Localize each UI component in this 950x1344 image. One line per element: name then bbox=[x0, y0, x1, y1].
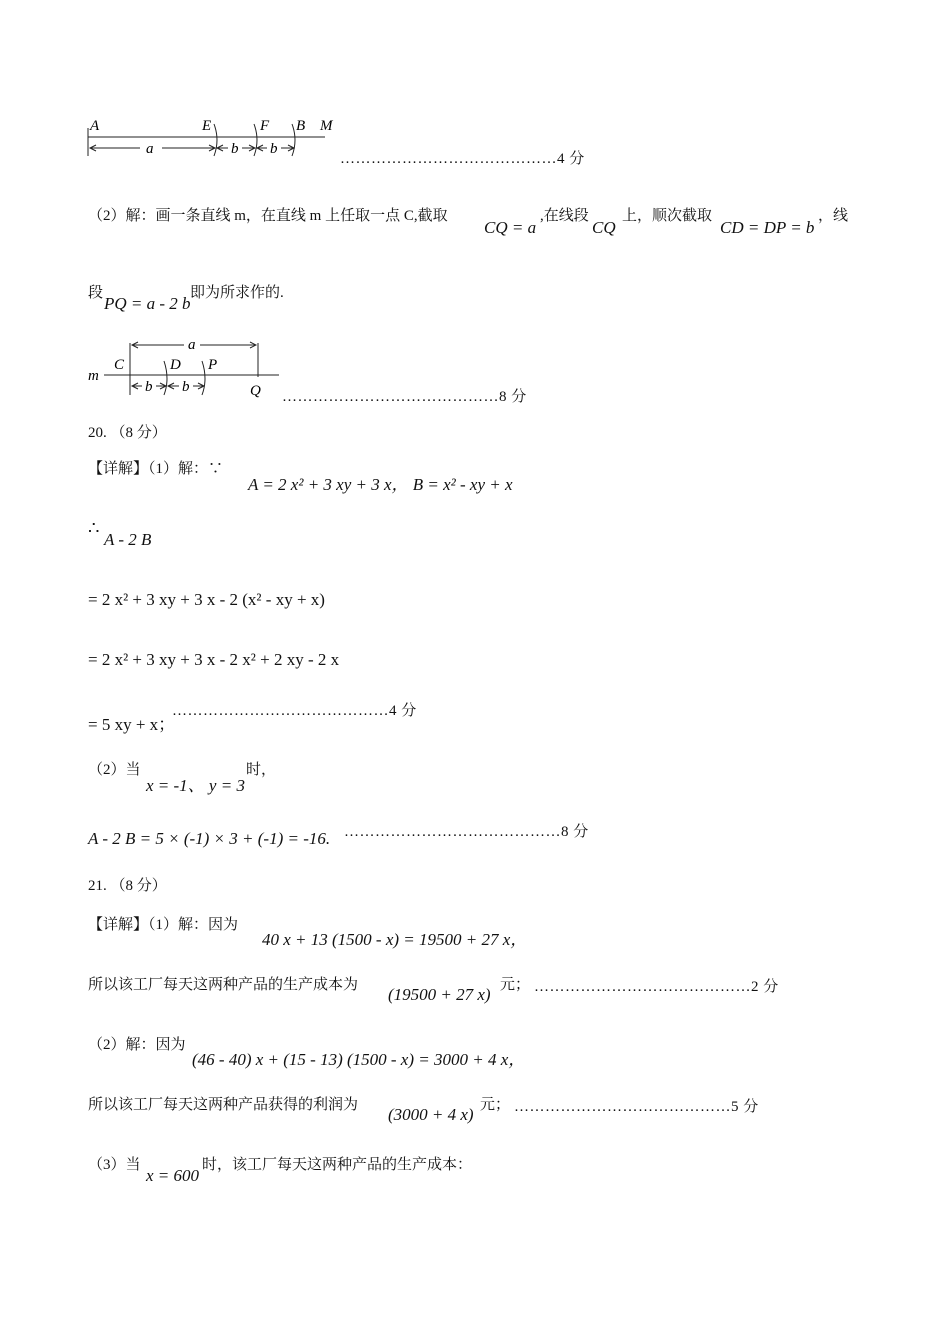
q20-therefore: ∴ bbox=[88, 518, 100, 538]
fig1-seg-b1: b bbox=[231, 141, 239, 157]
q20-step2: = 2 x² + 3 xy + 3 x - 2 x² + 2 xy - 2 x bbox=[88, 650, 340, 669]
fig1-label-F: F bbox=[260, 118, 270, 134]
q20-p2-result: A - 2 B = 5 × (-1) × 3 + (-1) = -16. bbox=[88, 829, 331, 848]
q20-p2-suffix: 时， bbox=[246, 762, 277, 778]
fig2-seg-b1: b bbox=[145, 379, 153, 395]
fig1-score: ……………………………………4 分 bbox=[340, 151, 585, 167]
p2-prefix: （2）解：画一条直线 m，在直线 m 上任取一点 C,截取 bbox=[88, 208, 448, 224]
fig1-label-A: A bbox=[90, 118, 100, 134]
fig2-score: ……………………………………8 分 bbox=[282, 389, 527, 405]
q20-step1: = 2 x² + 3 xy + 3 x - 2 (x² - xy + x) bbox=[88, 590, 325, 609]
q21-intro: 【详解】（1）解：因为 bbox=[88, 917, 239, 933]
fig1-label-M: M bbox=[320, 118, 333, 134]
q20-intro: 【详解】（1）解：∵ bbox=[88, 461, 224, 477]
fig1-seg-a: a bbox=[146, 141, 154, 157]
fig2-seg-a: a bbox=[188, 337, 196, 353]
q21-p2-prefix: （2）解：因为 bbox=[88, 1037, 186, 1053]
fig1-arc-f bbox=[254, 124, 257, 156]
fig1-label-E: E bbox=[202, 118, 212, 134]
fig2-label-C: C bbox=[114, 357, 125, 373]
segment-figure-1 bbox=[80, 112, 350, 162]
q21-score2: ……………………………………5 分 bbox=[514, 1099, 759, 1115]
fig2-label-Q: Q bbox=[250, 383, 261, 399]
q21-line2-suffix: 元； bbox=[500, 977, 531, 993]
segment-figure-2 bbox=[84, 333, 284, 403]
q21-line2-expr: (19500 + 27 x) bbox=[388, 985, 491, 1004]
q21-line4-suffix: 元； bbox=[480, 1097, 511, 1113]
q21-p3-prefix: （3）当 bbox=[88, 1157, 141, 1173]
p2-eq2: CQ bbox=[592, 218, 616, 237]
p2-line2-prefix: 段 bbox=[88, 285, 104, 301]
fig1-arc-b bbox=[292, 124, 295, 156]
q21-eq1: 40 x + 13 (1500 - x) = 19500 + 27 x， bbox=[262, 930, 528, 949]
q21-line4-expr: (3000 + 4 x) bbox=[388, 1105, 474, 1124]
q21-p3-cond: x = 600 bbox=[146, 1166, 200, 1185]
q21-line2-prefix: 所以该工厂每天这两种产品的生产成本为 bbox=[88, 977, 359, 993]
p2-mid1: ,在线段 bbox=[540, 208, 589, 224]
fig1-arc-e bbox=[214, 124, 217, 156]
q21-score1: ……………………………………2 分 bbox=[534, 979, 779, 995]
fig2-label-P: P bbox=[208, 357, 218, 373]
q21-line4-prefix: 所以该工厂每天这两种产品获得的利润为 bbox=[88, 1097, 359, 1113]
p2-suffix: ，线 bbox=[818, 208, 849, 224]
fig2-arc-p bbox=[202, 361, 205, 395]
fig2-label-D: D bbox=[170, 357, 181, 373]
q20-given: A = 2 x² + 3 xy + 3 x， B = x² - xy + x bbox=[248, 475, 513, 494]
q20-expr: A - 2 B bbox=[104, 530, 152, 549]
q21-p2-eq: (46 - 40) x + (15 - 13) (1500 - x) = 3000 + 4 x， bbox=[192, 1050, 526, 1069]
p2-line2-suffix: 即为所求作的. bbox=[190, 285, 284, 301]
fig1-seg-b2: b bbox=[270, 141, 278, 157]
q20-step3: = 5 xy + x； bbox=[88, 715, 176, 734]
q20-score1: ……………………………………4 分 bbox=[172, 703, 417, 719]
fig2-seg-b2: b bbox=[182, 379, 190, 395]
p2-eq1: CQ = a bbox=[484, 218, 537, 237]
p2-eq4: PQ = a - 2 b bbox=[104, 294, 191, 313]
fig2-label-m: m bbox=[88, 368, 99, 384]
p2-mid2: 上，顺次截取 bbox=[622, 208, 713, 224]
q21-p3-suffix: 时，该工厂每天这两种产品的生产成本： bbox=[202, 1157, 473, 1173]
p2-eq3: CD = DP = b bbox=[720, 218, 815, 237]
q20-heading: 20. （8 分） bbox=[88, 425, 167, 441]
fig2-arc-d bbox=[164, 361, 167, 395]
q20-score2: ……………………………………8 分 bbox=[344, 824, 589, 840]
q21-heading: 21. （8 分） bbox=[88, 878, 167, 894]
q20-p2-cond: x = -1、 y = 3 bbox=[146, 776, 245, 795]
fig1-label-B: B bbox=[296, 118, 306, 134]
q20-p2-prefix: （2）当 bbox=[88, 762, 141, 778]
